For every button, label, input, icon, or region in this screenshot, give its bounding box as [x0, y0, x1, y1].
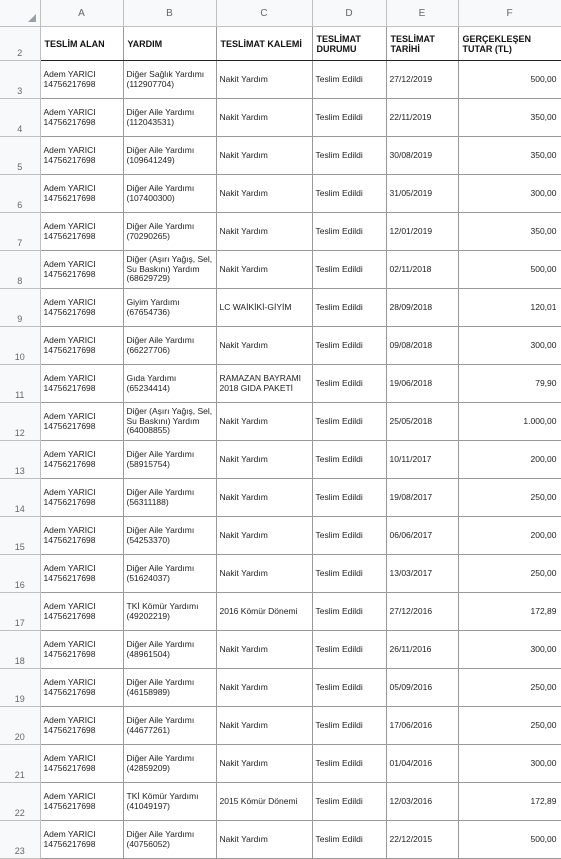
table-row	[0, 441, 561, 479]
cell-teslim-alan[interactable]	[40, 289, 123, 327]
cell-yardim[interactable]: Diğer (Aşırı Yağış, Sel, Su Baskını) Yardım (68629729)	[123, 251, 216, 289]
row-number[interactable]: 2	[0, 27, 40, 61]
row-number[interactable]: 13	[0, 441, 40, 479]
cell-teslim-alan[interactable]	[40, 479, 123, 517]
recipient-name: Adem YARICI	[43, 183, 96, 193]
cell-teslimat-tarihi[interactable]: 17/06/2016	[386, 707, 458, 745]
recipient-name: Adem YARICI	[43, 829, 96, 839]
cell-teslimat-durumu[interactable]: Teslim Edildi	[312, 441, 386, 479]
cell-teslim-alan[interactable]	[40, 593, 123, 631]
cell-teslimat-tarihi[interactable]: 19/08/2017	[386, 479, 458, 517]
recipient-name: Adem YARICI	[43, 715, 96, 725]
recipient-id: 14756217698	[43, 420, 96, 431]
cell-teslim-alan[interactable]	[40, 631, 123, 669]
recipient-id: 14756217698	[43, 686, 96, 697]
cell-teslimat-tarihi[interactable]: 10/11/2017	[386, 441, 458, 479]
cell-teslimat-durumu[interactable]: Teslim Edildi	[312, 365, 386, 403]
cell-teslimat-tarihi[interactable]: 01/04/2016	[386, 745, 458, 783]
recipient-name: Adem YARICI	[43, 411, 96, 421]
cell-yardim[interactable]: Diğer Aile Yardımı (46158989)	[123, 669, 216, 707]
table-row	[0, 517, 561, 555]
row-number[interactable]: 11	[0, 365, 40, 403]
row-number[interactable]: 10	[0, 327, 40, 365]
cell-yardim[interactable]: Diğer Aile Yardımı (107400300)	[123, 175, 216, 213]
cell-teslimat-tarihi[interactable]: 13/03/2017	[386, 555, 458, 593]
cell-teslimat-tarihi[interactable]: 25/05/2018	[386, 403, 458, 441]
row-number[interactable]: 20	[0, 707, 40, 745]
table-row	[0, 555, 561, 593]
cell-teslimat-tarihi[interactable]: 22/12/2015	[386, 821, 458, 859]
cell-gerceklesen-tutar[interactable]: 250,00	[458, 555, 561, 593]
recipient-name: Adem YARICI	[43, 677, 96, 687]
cell-teslimat-tarihi[interactable]: 26/11/2016	[386, 631, 458, 669]
recipient-name: Adem YARICI	[43, 791, 96, 801]
recipient-name: Adem YARICI	[43, 373, 96, 383]
table-row	[0, 669, 561, 707]
cell-teslim-alan[interactable]	[40, 365, 123, 403]
cell-teslimat-tarihi[interactable]: 22/11/2019	[386, 99, 458, 137]
row-number[interactable]: 3	[0, 61, 40, 99]
row-number[interactable]: 15	[0, 517, 40, 555]
cell-teslimat-durumu[interactable]: Teslim Edildi	[312, 289, 386, 327]
cell-teslimat-durumu[interactable]: Teslim Edildi	[312, 213, 386, 251]
cell-teslimat-kalemi[interactable]: Nakit Yardım	[216, 669, 312, 707]
cell-yardim[interactable]: Diğer Sağlık Yardımı (112907704)	[123, 61, 216, 99]
recipient-id: 14756217698	[43, 268, 96, 279]
cell-teslimat-durumu[interactable]: Teslim Edildi	[312, 745, 386, 783]
table-row	[0, 137, 561, 175]
cell-teslimat-tarihi[interactable]: 31/05/2019	[386, 175, 458, 213]
cell-teslimat-durumu[interactable]: Teslim Edildi	[312, 175, 386, 213]
table-row	[0, 479, 561, 517]
cell-teslimat-kalemi[interactable]: Nakit Yardım	[216, 517, 312, 555]
header-cell-teslimat-kalemi[interactable]: TESLİMAT KALEMİ	[216, 27, 312, 61]
recipient-id: 14756217698	[43, 800, 96, 811]
cell-teslimat-tarihi[interactable]: 12/03/2016	[386, 783, 458, 821]
cell-gerceklesen-tutar[interactable]: 1.000,00	[458, 403, 561, 441]
cell-teslimat-durumu[interactable]: Teslim Edildi	[312, 403, 386, 441]
column-header-d[interactable]: D	[312, 0, 386, 27]
cell-teslimat-tarihi[interactable]: 02/11/2018	[386, 251, 458, 289]
recipient-id: 14756217698	[43, 496, 96, 507]
cell-teslim-alan[interactable]	[40, 137, 123, 175]
row-number[interactable]: 12	[0, 403, 40, 441]
cell-teslimat-durumu[interactable]: Teslim Edildi	[312, 61, 386, 99]
row-number[interactable]: 4	[0, 99, 40, 137]
cell-teslimat-kalemi[interactable]: 2016 Kömür Dönemi	[216, 593, 312, 631]
cell-gerceklesen-tutar[interactable]: 500,00	[458, 251, 561, 289]
row-number[interactable]: 5	[0, 137, 40, 175]
row-number[interactable]: 17	[0, 593, 40, 631]
row-number[interactable]: 6	[0, 175, 40, 213]
cell-teslimat-kalemi[interactable]: Nakit Yardım	[216, 213, 312, 251]
recipient-name: Adem YARICI	[43, 107, 96, 117]
cell-teslim-alan[interactable]	[40, 403, 123, 441]
table-row	[0, 61, 561, 99]
recipient-id: 14756217698	[43, 192, 96, 203]
table-row	[0, 745, 561, 783]
column-header-row	[0, 0, 561, 27]
select-all-triangle-icon	[28, 14, 36, 22]
cell-teslimat-tarihi[interactable]: 30/08/2019	[386, 137, 458, 175]
table-row	[0, 821, 561, 859]
cell-teslimat-kalemi[interactable]: Nakit Yardım	[216, 821, 312, 859]
cell-teslimat-durumu[interactable]: Teslim Edildi	[312, 99, 386, 137]
cell-teslimat-kalemi[interactable]: LC WAİKİKİ-GİYİM	[216, 289, 312, 327]
cell-teslimat-durumu[interactable]: Teslim Edildi	[312, 479, 386, 517]
recipient-id: 14756217698	[43, 78, 96, 89]
cell-teslimat-tarihi[interactable]: 12/01/2019	[386, 213, 458, 251]
cell-teslimat-kalemi[interactable]: Nakit Yardım	[216, 745, 312, 783]
cell-yardim[interactable]: Diğer Aile Yardımı (51624037)	[123, 555, 216, 593]
cell-gerceklesen-tutar[interactable]: 79,90	[458, 365, 561, 403]
table-row	[0, 175, 561, 213]
cell-gerceklesen-tutar[interactable]: 250,00	[458, 707, 561, 745]
cell-yardim[interactable]: Diğer Aile Yardımı (109641249)	[123, 137, 216, 175]
cell-teslimat-kalemi[interactable]: Nakit Yardım	[216, 175, 312, 213]
recipient-id: 14756217698	[43, 458, 96, 469]
header-row	[0, 27, 561, 61]
cell-teslimat-kalemi[interactable]: 2015 Kömür Dönemi	[216, 783, 312, 821]
cell-teslimat-durumu[interactable]: Teslim Edildi	[312, 783, 386, 821]
recipient-id: 14756217698	[43, 762, 96, 773]
cell-yardim[interactable]: Giyim Yardımı (67654736)	[123, 289, 216, 327]
recipient-id: 14756217698	[43, 230, 96, 241]
column-header-c[interactable]: C	[216, 0, 312, 27]
recipient-name: Adem YARICI	[43, 145, 96, 155]
recipient-id: 14756217698	[43, 306, 96, 317]
cell-gerceklesen-tutar[interactable]: 200,00	[458, 517, 561, 555]
table-row	[0, 251, 561, 289]
cell-teslim-alan[interactable]	[40, 175, 123, 213]
recipient-name: Adem YARICI	[43, 563, 96, 573]
recipient-id: 14756217698	[43, 610, 96, 621]
cell-gerceklesen-tutar[interactable]: 300,00	[458, 631, 561, 669]
cell-teslimat-tarihi[interactable]: 09/08/2018	[386, 327, 458, 365]
cell-teslim-alan[interactable]	[40, 517, 123, 555]
cell-teslimat-kalemi[interactable]: Nakit Yardım	[216, 251, 312, 289]
cell-gerceklesen-tutar[interactable]: 500,00	[458, 821, 561, 859]
table-row	[0, 365, 561, 403]
cell-teslim-alan[interactable]	[40, 213, 123, 251]
cell-gerceklesen-tutar[interactable]: 350,00	[458, 137, 561, 175]
recipient-id: 14756217698	[43, 648, 96, 659]
cell-gerceklesen-tutar[interactable]: 500,00	[458, 61, 561, 99]
cell-gerceklesen-tutar[interactable]: 300,00	[458, 175, 561, 213]
recipient-name: Adem YARICI	[43, 753, 96, 763]
recipient-name: Adem YARICI	[43, 449, 96, 459]
recipient-name: Adem YARICI	[43, 335, 96, 345]
recipient-name: Adem YARICI	[43, 525, 96, 535]
column-header-e[interactable]: E	[386, 0, 458, 27]
table-row	[0, 631, 561, 669]
cell-teslim-alan[interactable]	[40, 99, 123, 137]
column-header-f[interactable]: F	[458, 0, 561, 27]
cell-teslimat-durumu[interactable]: Teslim Edildi	[312, 707, 386, 745]
recipient-name: Adem YARICI	[43, 601, 96, 611]
cell-yardim[interactable]: TKİ Kömür Yardımı (41049197)	[123, 783, 216, 821]
table-row	[0, 99, 561, 137]
row-number[interactable]: 21	[0, 745, 40, 783]
header-cell-gerceklesen-tutar[interactable]: GERÇEKLEŞEN TUTAR (TL)	[458, 27, 561, 61]
cell-yardim[interactable]: Diğer Aile Yardımı (56311188)	[123, 479, 216, 517]
recipient-id: 14756217698	[43, 724, 96, 735]
recipient-name: Adem YARICI	[43, 259, 96, 269]
recipient-name: Adem YARICI	[43, 487, 96, 497]
cell-teslim-alan[interactable]	[40, 821, 123, 859]
recipient-name: Adem YARICI	[43, 297, 96, 307]
cell-teslimat-kalemi[interactable]: Nakit Yardım	[216, 555, 312, 593]
cell-gerceklesen-tutar[interactable]: 350,00	[458, 213, 561, 251]
cell-teslim-alan[interactable]	[40, 441, 123, 479]
recipient-id: 14756217698	[43, 382, 96, 393]
row-number[interactable]: 18	[0, 631, 40, 669]
table-row	[0, 403, 561, 441]
recipient-id: 14756217698	[43, 116, 96, 127]
column-header-b[interactable]: B	[123, 0, 216, 27]
row-number[interactable]: 19	[0, 669, 40, 707]
cell-teslimat-durumu[interactable]: Teslim Edildi	[312, 669, 386, 707]
cell-gerceklesen-tutar[interactable]: 200,00	[458, 441, 561, 479]
row-number[interactable]: 8	[0, 251, 40, 289]
cell-teslim-alan[interactable]	[40, 783, 123, 821]
cell-teslim-alan[interactable]	[40, 707, 123, 745]
cell-gerceklesen-tutar[interactable]: 250,00	[458, 669, 561, 707]
cell-teslimat-durumu[interactable]: Teslim Edildi	[312, 555, 386, 593]
header-cell-yardim[interactable]: YARDIM	[123, 27, 216, 61]
cell-teslimat-durumu[interactable]: Teslim Edildi	[312, 631, 386, 669]
header-cell-teslim-alan[interactable]: TESLİM ALAN	[40, 27, 123, 61]
cell-yardim[interactable]: TKİ Kömür Yardımı (49202219)	[123, 593, 216, 631]
recipient-id: 14756217698	[43, 838, 96, 849]
cell-gerceklesen-tutar[interactable]: 120,01	[458, 289, 561, 327]
cell-gerceklesen-tutar[interactable]: 300,00	[458, 327, 561, 365]
header-cell-teslimat-durumu[interactable]: TESLİMAT DURUMU	[312, 27, 386, 61]
cell-teslimat-tarihi[interactable]: 28/09/2018	[386, 289, 458, 327]
cell-teslimat-durumu[interactable]: Teslim Edildi	[312, 137, 386, 175]
row-number[interactable]: 22	[0, 783, 40, 821]
cell-teslim-alan[interactable]	[40, 669, 123, 707]
cell-teslimat-durumu[interactable]: Teslim Edildi	[312, 517, 386, 555]
recipient-id: 14756217698	[43, 154, 96, 165]
row-number[interactable]: 14	[0, 479, 40, 517]
header-cell-teslimat-tarihi[interactable]: TESLİMAT TARİHİ	[386, 27, 458, 61]
table-row	[0, 707, 561, 745]
select-all-corner[interactable]	[0, 0, 40, 27]
cell-gerceklesen-tutar[interactable]: 172,89	[458, 593, 561, 631]
cell-teslimat-durumu[interactable]: Teslim Edildi	[312, 593, 386, 631]
cell-teslimat-kalemi[interactable]: Nakit Yardım	[216, 479, 312, 517]
cell-gerceklesen-tutar[interactable]: 172,89	[458, 783, 561, 821]
cell-teslimat-durumu[interactable]: Teslim Edildi	[312, 821, 386, 859]
cell-teslimat-kalemi[interactable]: Nakit Yardım	[216, 99, 312, 137]
table-row	[0, 289, 561, 327]
row-number[interactable]: 23	[0, 821, 40, 859]
cell-teslimat-tarihi[interactable]: 27/12/2019	[386, 61, 458, 99]
cell-teslimat-kalemi[interactable]: RAMAZAN BAYRAMI 2018 GIDA PAKETİ	[216, 365, 312, 403]
cell-teslimat-kalemi[interactable]: Nakit Yardım	[216, 61, 312, 99]
recipient-name: Adem YARICI	[43, 221, 96, 231]
table-row	[0, 783, 561, 821]
row-number[interactable]: 9	[0, 289, 40, 327]
cell-teslimat-kalemi[interactable]: Nakit Yardım	[216, 631, 312, 669]
cell-teslim-alan[interactable]	[40, 745, 123, 783]
cell-yardim[interactable]: Gıda Yardımı (65234414)	[123, 365, 216, 403]
recipient-id: 14756217698	[43, 344, 96, 355]
cell-teslim-alan[interactable]	[40, 251, 123, 289]
cell-yardim[interactable]: Diğer Aile Yardımı (42859209)	[123, 745, 216, 783]
cell-yardim[interactable]: Diğer Aile Yardımı (66227706)	[123, 327, 216, 365]
recipient-name: Adem YARICI	[43, 639, 96, 649]
cell-teslimat-durumu[interactable]: Teslim Edildi	[312, 251, 386, 289]
cell-teslimat-kalemi[interactable]: Nakit Yardım	[216, 403, 312, 441]
cell-teslim-alan[interactable]	[40, 327, 123, 365]
cell-yardim[interactable]: Diğer Aile Yardımı (70290265)	[123, 213, 216, 251]
cell-yardim[interactable]: Diğer Aile Yardımı (54253370)	[123, 517, 216, 555]
table-row	[0, 593, 561, 631]
cell-yardim[interactable]: Diğer Aile Yardımı (48961504)	[123, 631, 216, 669]
cell-yardim[interactable]: Diğer Aile Yardımı (112043531)	[123, 99, 216, 137]
cell-teslimat-tarihi[interactable]: 27/12/2016	[386, 593, 458, 631]
cell-teslimat-kalemi[interactable]: Nakit Yardım	[216, 441, 312, 479]
cell-teslim-alan[interactable]	[40, 555, 123, 593]
recipient-name: Adem YARICI	[43, 69, 96, 79]
cell-teslimat-tarihi[interactable]: 19/06/2018	[386, 365, 458, 403]
cell-teslimat-kalemi[interactable]: Nakit Yardım	[216, 137, 312, 175]
cell-yardim[interactable]: Diğer Aile Yardımı (40756052)	[123, 821, 216, 859]
recipient-id: 14756217698	[43, 534, 96, 545]
cell-teslimat-tarihi[interactable]: 06/06/2017	[386, 517, 458, 555]
table-row	[0, 213, 561, 251]
cell-yardim[interactable]: Diğer Aile Yardımı (44677261)	[123, 707, 216, 745]
cell-teslimat-kalemi[interactable]: Nakit Yardım	[216, 327, 312, 365]
cell-gerceklesen-tutar[interactable]: 250,00	[458, 479, 561, 517]
cell-gerceklesen-tutar[interactable]: 350,00	[458, 99, 561, 137]
cell-teslimat-kalemi[interactable]: Nakit Yardım	[216, 707, 312, 745]
row-number[interactable]: 16	[0, 555, 40, 593]
table-row	[0, 327, 561, 365]
cell-teslimat-durumu[interactable]: Teslim Edildi	[312, 327, 386, 365]
cell-teslimat-tarihi[interactable]: 05/09/2016	[386, 669, 458, 707]
cell-teslim-alan[interactable]	[40, 61, 123, 99]
cell-yardim[interactable]: Diğer (Aşırı Yağış, Sel, Su Baskını) Yardım (64008855)	[123, 403, 216, 441]
row-number[interactable]: 7	[0, 213, 40, 251]
recipient-id: 14756217698	[43, 572, 96, 583]
cell-gerceklesen-tutar[interactable]: 300,00	[458, 745, 561, 783]
column-header-a[interactable]: A	[40, 0, 123, 27]
cell-yardim[interactable]: Diğer Aile Yardımı (58915754)	[123, 441, 216, 479]
